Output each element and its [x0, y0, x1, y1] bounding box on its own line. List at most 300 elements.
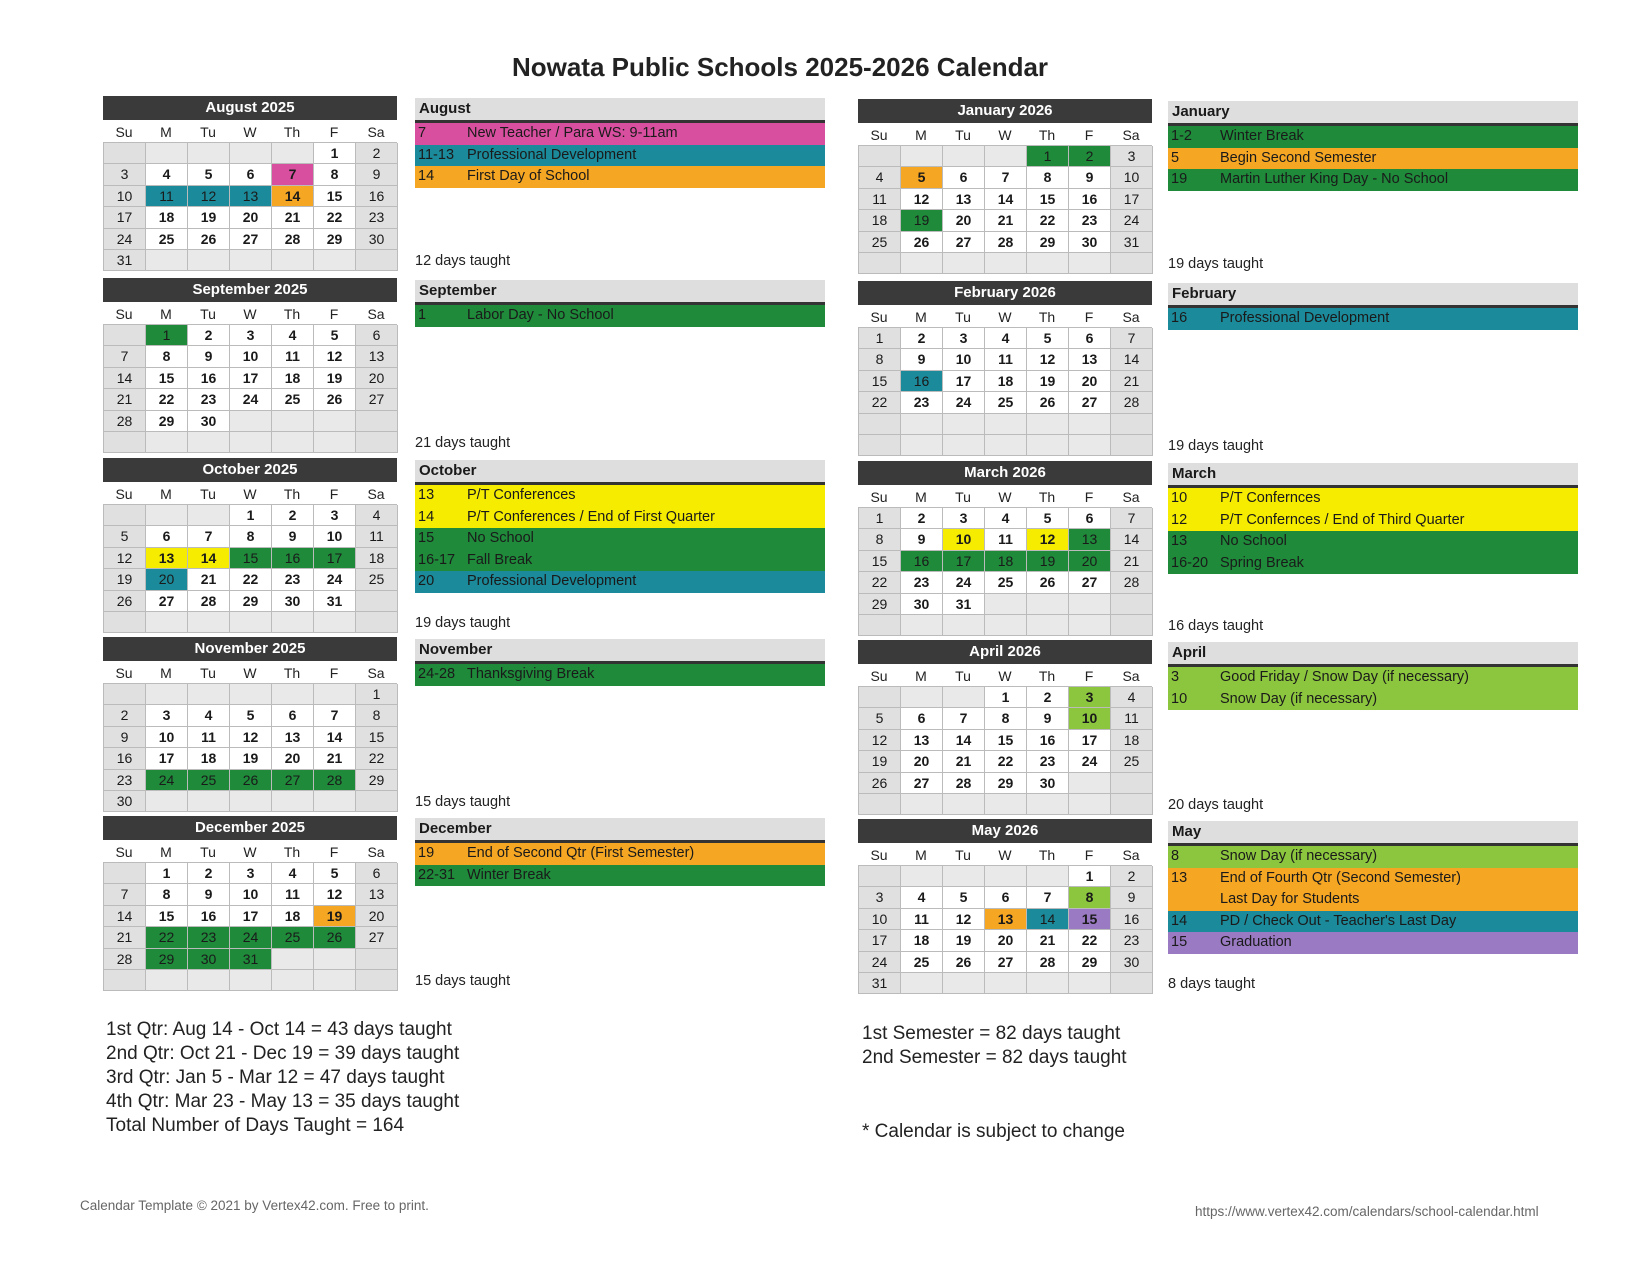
- event-row: [1168, 531, 1578, 553]
- day-cell: 1: [230, 505, 272, 526]
- day-cell: 26: [188, 229, 230, 250]
- month-title: December 2025: [103, 816, 397, 840]
- day-cell: 12: [901, 189, 943, 210]
- month-events-panel: [1168, 642, 1578, 710]
- event-text: Professional Development: [1220, 310, 1390, 326]
- month-events-panel: [415, 98, 825, 188]
- empty-day-cell: [985, 973, 1027, 994]
- day-cell: 2: [1069, 146, 1111, 167]
- empty-day-cell: [1069, 414, 1111, 435]
- day-cell: 24: [230, 389, 272, 410]
- month-title: February 2026: [858, 281, 1152, 305]
- day-cell: 16: [356, 186, 398, 207]
- empty-day-cell: [1027, 973, 1069, 994]
- weekday-label: Su: [870, 847, 888, 863]
- day-cell: 25: [1111, 751, 1153, 772]
- day-cell: 14: [104, 368, 146, 389]
- day-cell: 19: [943, 930, 985, 951]
- days-taught: 19 days taught: [1168, 256, 1264, 272]
- day-cell: 20: [1069, 371, 1111, 392]
- day-cell: 10: [230, 884, 272, 905]
- event-text: PD / Check Out - Teacher's Last Day: [1220, 912, 1457, 929]
- empty-day-cell: [146, 250, 188, 271]
- event-date: 15: [418, 530, 435, 546]
- weekday-label: Tu: [955, 847, 971, 863]
- event-row: [415, 305, 825, 327]
- day-cell: 9: [1069, 167, 1111, 188]
- day-cell: 28: [985, 232, 1027, 253]
- day-cell: 26: [901, 232, 943, 253]
- day-cell: 25: [272, 927, 314, 948]
- day-cell: 25: [272, 389, 314, 410]
- event-date: 7: [418, 125, 427, 141]
- empty-day-cell: [943, 146, 985, 167]
- month-title: August 2025: [103, 96, 397, 120]
- day-cell: 21: [1027, 930, 1069, 951]
- day-cell: 26: [314, 927, 356, 948]
- event-text: P/T Confernces: [1220, 490, 1321, 506]
- event-date: 20: [418, 573, 435, 589]
- day-cell: 1: [859, 328, 901, 349]
- weekday-label: Su: [870, 127, 888, 143]
- empty-day-cell: [314, 432, 356, 453]
- day-cell: 15: [1027, 189, 1069, 210]
- day-cell: 14: [1111, 349, 1153, 370]
- weekday-label: Sa: [367, 306, 385, 322]
- month-calendar: [858, 819, 1152, 994]
- empty-day-cell: [1069, 773, 1111, 794]
- weekday-label: Tu: [200, 665, 216, 681]
- day-cell: 1: [356, 684, 398, 705]
- day-cell: 26: [230, 770, 272, 791]
- day-cell: 21: [272, 207, 314, 228]
- day-cell: 2: [272, 505, 314, 526]
- day-cell: 6: [272, 705, 314, 726]
- event-date: 13: [418, 487, 435, 503]
- empty-day-cell: [314, 970, 356, 991]
- day-grid: [103, 504, 397, 633]
- day-grid: [103, 862, 397, 991]
- day-cell: 6: [943, 167, 985, 188]
- day-cell: 14: [985, 189, 1027, 210]
- empty-day-cell: [1111, 594, 1153, 615]
- event-text: Martin Luther King Day - No School: [1220, 171, 1449, 187]
- empty-day-cell: [901, 794, 943, 815]
- day-cell: 31: [859, 973, 901, 994]
- day-grid: [858, 145, 1152, 274]
- day-cell: 2: [901, 508, 943, 529]
- weekday-header: [103, 484, 397, 504]
- day-cell: 17: [230, 368, 272, 389]
- day-cell: 18: [1111, 730, 1153, 751]
- day-cell: 29: [146, 411, 188, 432]
- empty-day-cell: [943, 687, 985, 708]
- empty-day-cell: [859, 253, 901, 274]
- day-cell: 11: [1111, 708, 1153, 729]
- weekday-label: M: [915, 489, 927, 505]
- event-row: [415, 664, 825, 686]
- day-cell: 19: [1027, 551, 1069, 572]
- weekday-label: M: [160, 844, 172, 860]
- day-cell: 18: [188, 748, 230, 769]
- empty-day-cell: [901, 435, 943, 456]
- day-cell: 29: [859, 594, 901, 615]
- event-row: [415, 507, 825, 529]
- weekday-label: W: [243, 124, 257, 140]
- day-cell: 4: [1111, 687, 1153, 708]
- day-cell: 27: [1069, 572, 1111, 593]
- event-text: P/T Confernces / End of Third Quarter: [1220, 511, 1465, 528]
- empty-day-cell: [943, 253, 985, 274]
- day-cell: 14: [188, 548, 230, 569]
- day-cell: 23: [356, 207, 398, 228]
- day-cell: 2: [104, 705, 146, 726]
- empty-day-cell: [272, 432, 314, 453]
- day-cell: 8: [146, 346, 188, 367]
- empty-day-cell: [104, 143, 146, 164]
- day-cell: 7: [272, 164, 314, 185]
- event-text: Graduation: [1220, 934, 1292, 950]
- semester-summary: [862, 1022, 1127, 1070]
- day-cell: 22: [230, 569, 272, 590]
- empty-day-cell: [272, 791, 314, 812]
- day-cell: 8: [1027, 167, 1069, 188]
- day-cell: 8: [230, 526, 272, 547]
- day-cell: 17: [104, 207, 146, 228]
- weekday-label: M: [915, 668, 927, 684]
- day-cell: 3: [314, 505, 356, 526]
- weekday-label: Sa: [1122, 489, 1140, 505]
- day-cell: 17: [230, 906, 272, 927]
- day-cell: 28: [1111, 392, 1153, 413]
- day-cell: 23: [1069, 210, 1111, 231]
- event-date: 19: [418, 845, 435, 861]
- day-cell: 7: [1027, 887, 1069, 908]
- day-cell: 7: [104, 346, 146, 367]
- day-cell: 9: [356, 164, 398, 185]
- day-grid: [858, 327, 1152, 456]
- empty-day-cell: [1027, 253, 1069, 274]
- day-cell: 11: [985, 349, 1027, 370]
- day-cell: 4: [985, 508, 1027, 529]
- empty-day-cell: [1069, 794, 1111, 815]
- day-cell: 28: [1027, 952, 1069, 973]
- event-text: Professional Development: [467, 146, 637, 163]
- weekday-label: Th: [1038, 847, 1056, 863]
- empty-day-cell: [1027, 866, 1069, 887]
- day-cell: 5: [314, 863, 356, 884]
- empty-day-cell: [314, 612, 356, 633]
- day-cell: 3: [1111, 146, 1153, 167]
- weekday-label: M: [160, 486, 172, 502]
- empty-day-cell: [230, 411, 272, 432]
- event-date: 3: [1171, 669, 1180, 685]
- event-row: [1168, 553, 1578, 575]
- day-cell: 12: [230, 727, 272, 748]
- empty-day-cell: [356, 949, 398, 970]
- day-cell: 28: [104, 949, 146, 970]
- event-row: [1168, 308, 1578, 330]
- empty-day-cell: [146, 791, 188, 812]
- day-cell: 1: [859, 508, 901, 529]
- month-calendar: [858, 99, 1152, 274]
- event-date: 14: [1171, 912, 1188, 929]
- day-cell: 15: [314, 186, 356, 207]
- day-cell: 10: [943, 349, 985, 370]
- day-cell: 30: [272, 591, 314, 612]
- empty-day-cell: [356, 612, 398, 633]
- day-cell: 24: [1111, 210, 1153, 231]
- day-cell: 2: [1027, 687, 1069, 708]
- day-cell: 13: [146, 548, 188, 569]
- empty-day-cell: [356, 411, 398, 432]
- empty-day-cell: [314, 250, 356, 271]
- event-date: 15: [1171, 934, 1188, 950]
- weekday-label: Su: [115, 306, 133, 322]
- empty-day-cell: [230, 432, 272, 453]
- empty-day-cell: [859, 615, 901, 636]
- event-row: [415, 550, 825, 572]
- event-date: 16-20: [1171, 554, 1209, 571]
- quarter-line: 1st Qtr: Aug 14 - Oct 14 = 43 days taught: [106, 1019, 452, 1040]
- weekday-label: Tu: [200, 486, 216, 502]
- day-cell: 29: [230, 591, 272, 612]
- weekday-label: Th: [283, 665, 301, 681]
- day-cell: 18: [901, 930, 943, 951]
- weekday-header: [103, 304, 397, 324]
- day-cell: 26: [943, 952, 985, 973]
- day-cell: 9: [901, 529, 943, 550]
- month-events-panel: [1168, 101, 1578, 191]
- day-cell: 27: [356, 389, 398, 410]
- day-grid: [103, 324, 397, 453]
- event-text: Last Day for Students: [1220, 891, 1360, 907]
- day-cell: 21: [943, 751, 985, 772]
- days-taught: 12 days taught: [415, 253, 511, 269]
- day-cell: 18: [985, 371, 1027, 392]
- event-date: 8: [1171, 848, 1180, 864]
- empty-day-cell: [272, 970, 314, 991]
- day-grid: [858, 865, 1152, 994]
- day-cell: 19: [314, 906, 356, 927]
- day-cell: 18: [272, 906, 314, 927]
- event-date: 5: [1171, 149, 1180, 166]
- days-taught: 19 days taught: [1168, 438, 1264, 454]
- empty-day-cell: [985, 866, 1027, 887]
- day-cell: 28: [272, 229, 314, 250]
- empty-day-cell: [943, 615, 985, 636]
- day-cell: 19: [859, 751, 901, 772]
- empty-day-cell: [272, 143, 314, 164]
- day-cell: 6: [356, 863, 398, 884]
- event-row: [415, 166, 825, 188]
- day-cell: 5: [1027, 508, 1069, 529]
- event-text: End of Second Qtr (First Semester): [467, 845, 695, 861]
- event-row: [415, 571, 825, 593]
- day-cell: 2: [901, 328, 943, 349]
- weekday-label: F: [1084, 489, 1094, 505]
- day-cell: 12: [1027, 529, 1069, 550]
- day-cell: 11: [356, 526, 398, 547]
- day-cell: 1: [146, 863, 188, 884]
- day-cell: 30: [188, 949, 230, 970]
- empty-day-cell: [1069, 615, 1111, 636]
- weekday-label: Su: [115, 124, 133, 140]
- day-cell: 9: [1111, 887, 1153, 908]
- day-cell: 12: [314, 346, 356, 367]
- event-text: P/T Conferences / End of First Quarter: [467, 508, 715, 525]
- event-row: [1168, 126, 1578, 148]
- day-cell: 15: [985, 730, 1027, 751]
- day-cell: 25: [356, 569, 398, 590]
- day-cell: 16: [188, 906, 230, 927]
- empty-day-cell: [104, 612, 146, 633]
- day-cell: 14: [1111, 529, 1153, 550]
- event-text: No School: [1220, 533, 1287, 549]
- day-cell: 8: [356, 705, 398, 726]
- day-cell: 15: [146, 368, 188, 389]
- day-cell: 22: [859, 392, 901, 413]
- day-cell: 13: [356, 884, 398, 905]
- weekday-label: Th: [283, 844, 301, 860]
- event-row: [1168, 667, 1578, 689]
- month-calendar: [103, 96, 397, 271]
- day-cell: 22: [356, 748, 398, 769]
- event-date: 16: [1171, 310, 1188, 326]
- day-cell: 17: [859, 930, 901, 951]
- day-cell: 20: [943, 210, 985, 231]
- event-row: [1168, 169, 1578, 191]
- empty-day-cell: [146, 970, 188, 991]
- day-cell: 18: [356, 548, 398, 569]
- empty-day-cell: [1111, 414, 1153, 435]
- day-cell: 16: [272, 548, 314, 569]
- weekday-header: [858, 666, 1152, 686]
- empty-day-cell: [901, 146, 943, 167]
- weekday-label: F: [329, 844, 339, 860]
- empty-day-cell: [1111, 973, 1153, 994]
- event-text: New Teacher / Para WS: 9-11am: [467, 125, 678, 141]
- weekday-label: Th: [1038, 127, 1056, 143]
- weekday-label: W: [243, 306, 257, 322]
- event-text: First Day of School: [467, 168, 590, 184]
- month-title: September 2025: [103, 278, 397, 302]
- day-cell: 21: [1111, 371, 1153, 392]
- events-panel-title: October: [415, 460, 825, 485]
- day-cell: 8: [146, 884, 188, 905]
- day-cell: 20: [901, 751, 943, 772]
- day-cell: 25: [188, 770, 230, 791]
- empty-day-cell: [188, 791, 230, 812]
- day-cell: 3: [146, 705, 188, 726]
- day-cell: 4: [859, 167, 901, 188]
- day-cell: 21: [104, 927, 146, 948]
- weekday-label: W: [243, 844, 257, 860]
- weekday-label: Sa: [367, 665, 385, 681]
- empty-day-cell: [901, 687, 943, 708]
- event-date: 13: [1171, 869, 1188, 886]
- day-cell: 17: [1069, 730, 1111, 751]
- change-note: * Calendar is subject to change: [862, 1121, 1125, 1142]
- event-date: 10: [1171, 490, 1188, 506]
- empty-day-cell: [943, 414, 985, 435]
- empty-day-cell: [1069, 973, 1111, 994]
- empty-day-cell: [901, 973, 943, 994]
- day-cell: 11: [272, 346, 314, 367]
- empty-day-cell: [901, 414, 943, 435]
- day-cell: 28: [188, 591, 230, 612]
- day-cell: 16: [104, 748, 146, 769]
- weekday-label: Sa: [367, 844, 385, 860]
- day-cell: 9: [104, 727, 146, 748]
- event-text: Professional Development: [467, 573, 637, 589]
- day-cell: 12: [859, 730, 901, 751]
- weekday-label: Su: [870, 668, 888, 684]
- day-cell: 30: [1111, 952, 1153, 973]
- day-cell: 5: [859, 708, 901, 729]
- day-cell: 15: [146, 906, 188, 927]
- empty-day-cell: [859, 414, 901, 435]
- weekday-label: Sa: [367, 124, 385, 140]
- event-text: Snow Day (if necessary): [1220, 848, 1378, 864]
- empty-day-cell: [1111, 773, 1153, 794]
- day-cell: 24: [104, 229, 146, 250]
- day-cell: 2: [188, 325, 230, 346]
- empty-day-cell: [188, 684, 230, 705]
- day-cell: 19: [901, 210, 943, 231]
- day-cell: 5: [104, 526, 146, 547]
- day-cell: 8: [859, 349, 901, 370]
- day-cell: 25: [901, 952, 943, 973]
- day-cell: 1: [314, 143, 356, 164]
- event-text: End of Fourth Qtr (Second Semester): [1220, 869, 1461, 886]
- day-cell: 19: [1027, 371, 1069, 392]
- day-cell: 20: [146, 569, 188, 590]
- event-row: [1168, 889, 1578, 911]
- day-cell: 26: [859, 773, 901, 794]
- empty-day-cell: [1111, 253, 1153, 274]
- day-cell: 26: [314, 389, 356, 410]
- day-cell: 14: [1027, 909, 1069, 930]
- day-cell: 3: [859, 887, 901, 908]
- event-row: [1168, 510, 1578, 532]
- empty-day-cell: [314, 411, 356, 432]
- empty-day-cell: [188, 505, 230, 526]
- day-cell: 23: [901, 572, 943, 593]
- page-title: Nowata Public Schools 2025-2026 Calendar: [511, 52, 1049, 82]
- weekday-label: Sa: [1122, 847, 1140, 863]
- day-cell: 31: [104, 250, 146, 271]
- weekday-label: Su: [115, 486, 133, 502]
- day-cell: 14: [272, 186, 314, 207]
- footer-link[interactable]: https://www.vertex42.com/calendars/school-calendar.html: [1195, 1204, 1539, 1219]
- event-text: Spring Break: [1220, 554, 1304, 571]
- day-cell: 30: [901, 594, 943, 615]
- day-cell: 11: [901, 909, 943, 930]
- empty-day-cell: [859, 687, 901, 708]
- day-cell: 29: [985, 773, 1027, 794]
- weekday-label: M: [915, 847, 927, 863]
- day-cell: 30: [1069, 232, 1111, 253]
- day-cell: 10: [859, 909, 901, 930]
- day-cell: 5: [314, 325, 356, 346]
- days-taught: 19 days taught: [415, 615, 511, 631]
- day-cell: 4: [901, 887, 943, 908]
- weekday-label: F: [329, 306, 339, 322]
- event-date: 12: [1171, 511, 1188, 528]
- day-cell: 19: [188, 207, 230, 228]
- day-cell: 26: [1027, 572, 1069, 593]
